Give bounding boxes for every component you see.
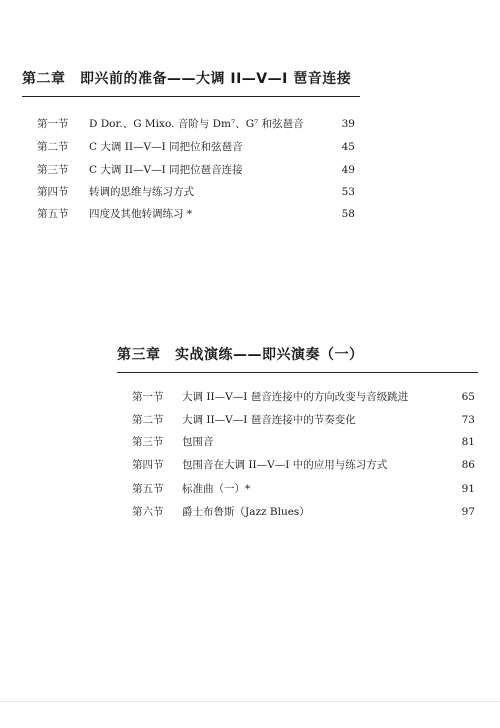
section-number: 第五节 <box>37 208 69 220</box>
toc-entry[interactable] <box>37 205 355 223</box>
section-title: C 大调 II—V—I 同把位和弦琶音 <box>89 141 243 153</box>
toc-entry[interactable] <box>37 161 355 179</box>
section-title: 爵士布鲁斯（Jazz Blues） <box>182 506 310 518</box>
page-number: 91 <box>461 483 475 495</box>
section-number: 第一节 <box>132 391 164 403</box>
section-number: 第一节 <box>37 118 69 130</box>
page-number: 73 <box>461 414 475 426</box>
toc-entry[interactable] <box>37 183 355 201</box>
section-number: 第四节 <box>132 459 164 471</box>
page-number: 58 <box>341 208 355 220</box>
section-title: 大调 II—V—I 琶音连接中的节奏变化 <box>182 414 356 426</box>
chapter-3-title: 第三章 实战演练——即兴演奏（一） <box>117 347 364 363</box>
section-number: 第二节 <box>37 141 69 153</box>
section-title: 标准曲（一）* <box>182 483 251 495</box>
section-title: 四度及其他转调练习 * <box>89 208 193 220</box>
page-number: 39 <box>341 118 355 130</box>
section-title: 包围音在大调 II—V—I 中的应用与练习方式 <box>182 459 388 471</box>
page-number: 53 <box>341 186 355 198</box>
toc-entry[interactable] <box>37 115 355 133</box>
section-number: 第四节 <box>37 186 69 198</box>
toc-entry[interactable] <box>132 480 475 498</box>
toc-entry[interactable] <box>132 411 475 429</box>
section-title: 转调的思维与练习方式 <box>89 186 194 198</box>
page-number: 81 <box>461 436 475 448</box>
page-number: 65 <box>461 391 475 403</box>
section-title: D Dor.、G Mixo. 音阶与 Dm⁷、G⁷ 和弦琶音 <box>89 118 304 130</box>
section-number: 第三节 <box>37 164 69 176</box>
section-title: 大调 II—V—I 琶音连接中的方向改变与音级跳进 <box>182 391 409 403</box>
chapter-3-rule <box>117 372 478 373</box>
toc-entry[interactable] <box>132 433 475 451</box>
chapter-2-title: 第二章 即兴前的准备——大调 II—V—I 琶音连接 <box>22 71 352 87</box>
page-number: 45 <box>341 141 355 153</box>
toc-entry[interactable] <box>132 456 475 474</box>
section-number: 第三节 <box>132 436 164 448</box>
toc-entry[interactable] <box>37 138 355 156</box>
toc-entry[interactable] <box>132 503 475 521</box>
section-title: 包围音 <box>182 436 214 448</box>
page-number: 97 <box>461 506 475 518</box>
page-number: 49 <box>341 164 355 176</box>
section-number: 第六节 <box>132 506 164 518</box>
chapter-2-rule <box>22 96 360 97</box>
section-number: 第二节 <box>132 414 164 426</box>
section-title: C 大调 II—V—I 同把位琶音连接 <box>89 164 243 176</box>
page-bottom-edge <box>0 701 500 702</box>
page-number: 86 <box>461 459 475 471</box>
section-number: 第五节 <box>132 483 164 495</box>
toc-entry[interactable] <box>132 388 475 406</box>
